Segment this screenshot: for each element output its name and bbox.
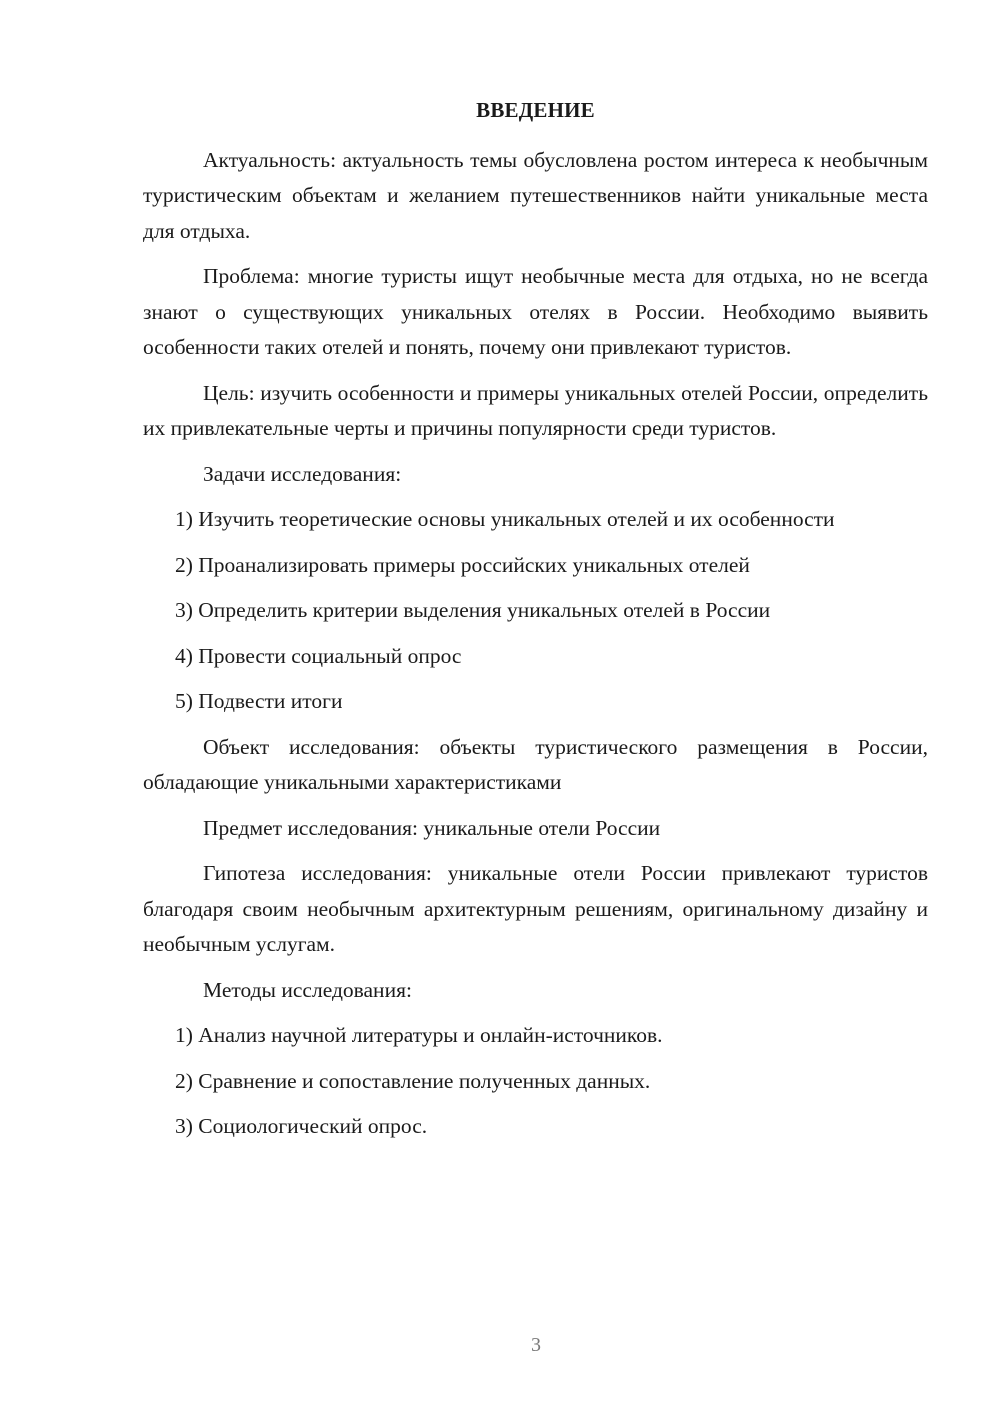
page-number: 3: [531, 1334, 541, 1356]
hypothesis-paragraph: Гипотеза исследования: уникальные отели России привлекают туристов благодаря своим необычным архитектурным решениям, оригинальному дизайну и необычным услугам.: [143, 861, 928, 956]
task-item: 3) Определить критерии выделения уникальных отелей в России: [175, 598, 771, 622]
tasks-heading: Задачи исследования:: [203, 461, 402, 486]
problem-paragraph: Проблема: многие туристы ищут необычные места для отдыха, но не всегда знают о существующих уникальных отелях в России. Необходимо выявить особенности таких отелей и понять, почему они привлекают туристов.: [143, 264, 928, 359]
method-item: 1) Анализ научной литературы и онлайн-источников.: [175, 1023, 663, 1047]
document-page: [143, 93, 928, 1155]
methods-heading: Методы исследования:: [203, 977, 412, 1002]
subject-paragraph: Предмет исследования: уникальные отели России: [203, 815, 661, 840]
object-paragraph: Объект исследования: объекты туристического размещения в России, обладающие уникальными характеристиками: [143, 734, 928, 794]
goal-paragraph: Цель: изучить особенности и примеры уникальных отелей России, определить их привлекательные черты и причины популярности среди туристов.: [143, 380, 928, 440]
task-item: 4) Провести социальный опрос: [175, 643, 462, 668]
task-item: 2) Проанализировать примеры российских уникальных отелей: [175, 552, 750, 577]
task-item: 5) Подвести итоги: [175, 689, 343, 713]
method-item: 3) Социологический опрос.: [175, 1114, 428, 1138]
relevance-paragraph: Актуальность: актуальность темы обусловлена ростом интереса к необычным туристическим объектам и желанием путешественников найти уникальные места для отдыха.: [143, 147, 928, 243]
section-title: ВВЕДЕНИЕ: [476, 98, 595, 122]
method-item: 2) Сравнение и сопоставление полученных данных.: [175, 1068, 651, 1093]
task-item: 1) Изучить теоретические основы уникальных отелей и их особенности: [175, 507, 835, 531]
